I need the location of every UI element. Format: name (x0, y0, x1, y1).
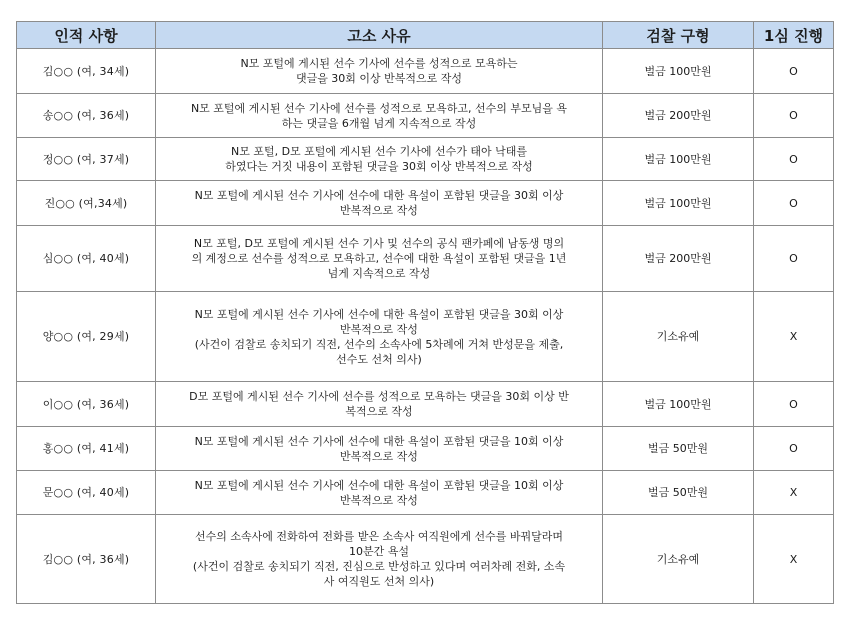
table-row (17, 181, 834, 226)
reason-cell (156, 427, 603, 471)
reason-line: 반복적으로 작성 (340, 493, 418, 507)
reason-line: 복적으로 작성 (345, 405, 413, 418)
sentence-cell: 벌금 100만원 (603, 138, 754, 181)
table-row (17, 94, 834, 138)
sentence-cell: 벌금 200만원 (603, 94, 754, 138)
sentence-cell: 기소유예 (603, 292, 754, 382)
trial-cell: O (754, 382, 834, 427)
trial-cell: O (754, 138, 834, 181)
person-cell: 양○○ (여, 29세) (17, 292, 156, 382)
reason-line: 선수도 선처 의사) (336, 352, 422, 366)
reason-line: N모 포털에 게시된 선수 기사에 선수에 대한 욕설이 포함된 댓글을 30회 이상 (194, 189, 564, 202)
sentence-cell: 벌금 100만원 (603, 49, 754, 94)
table-row (17, 226, 834, 292)
reason-line: N모 포털에 게시된 선수 기사에 선수에 대한 욕설이 포함된 댓글을 10회 이상 (194, 478, 564, 492)
reason-cell (156, 382, 603, 427)
reason-cell (156, 471, 603, 515)
reason-line: 반복적으로 작성 (340, 322, 418, 336)
reason-line: N모 포털에 게시된 선수 기사에 선수에 대한 욕설이 포함된 댓글을 30회 이상 (194, 307, 564, 321)
table-row (17, 49, 834, 94)
person-cell: 김○○ (여, 34세) (17, 49, 156, 94)
reason-line: 선수의 소속사에 전화하여 전화를 받은 소속사 여직원에게 선수를 바꿔달라며 (194, 530, 563, 543)
header-row (17, 22, 834, 49)
reason-line: 넘게 지속적으로 작성 (327, 267, 431, 280)
person-cell: 정○○ (여, 37세) (17, 138, 156, 181)
reason-cell (156, 226, 603, 292)
sentence-cell: 기소유예 (603, 515, 754, 604)
reason-line: 하는 댓글을 6개월 넘게 지속적으로 작성 (281, 116, 477, 130)
header-trial: 1심 진행 (754, 22, 834, 49)
person-cell: 진○○ (여,34세) (17, 181, 156, 226)
table-row (17, 382, 834, 427)
trial-cell: O (754, 94, 834, 138)
table-row (17, 138, 834, 181)
reason-cell (156, 181, 603, 226)
reason-line: 사 여직원도 선처 의사) (323, 575, 435, 588)
sentence-cell: 벌금 100만원 (603, 382, 754, 427)
table-row (17, 515, 834, 604)
sentence-cell: 벌금 50만원 (603, 427, 754, 471)
table-row (17, 292, 834, 382)
trial-cell: X (754, 292, 834, 382)
header-sentence: 검찰 구형 (603, 22, 754, 49)
person-cell: 송○○ (여, 36세) (17, 94, 156, 138)
person-cell: 심○○ (여, 40세) (17, 226, 156, 292)
person-cell: 김○○ (여, 36세) (17, 515, 156, 604)
trial-cell: O (754, 427, 834, 471)
table-row (17, 427, 834, 471)
reason-cell (156, 292, 603, 382)
reason-line: N모 포털에 게시된 선수 기사에 선수를 성적으로 모욕하는 (240, 57, 518, 70)
trial-cell: O (754, 226, 834, 292)
person-cell: 홍○○ (여, 41세) (17, 427, 156, 471)
reason-line: (사건이 검찰로 송치되기 직전, 진심으로 반성하고 있다며 여러차례 전화, 소속 (192, 560, 566, 573)
sentence-cell: 벌금 100만원 (603, 181, 754, 226)
case-table (16, 21, 834, 604)
reason-cell (156, 49, 603, 94)
reason-line: (사건이 검찰로 송치되기 직전, 선수의 소속사에 5차례에 거쳐 반성문을 제출, (194, 337, 564, 351)
trial-cell: O (754, 49, 834, 94)
reason-line: 반복적으로 작성 (340, 204, 418, 217)
reason-cell (156, 138, 603, 181)
reason-line: D모 포털에 게시된 선수 기사에 선수를 성적으로 모욕하는 댓글을 30회 이상 반 (189, 390, 569, 403)
reason-cell (156, 94, 603, 138)
trial-cell: O (754, 181, 834, 226)
person-cell: 문○○ (여, 40세) (17, 471, 156, 515)
reason-line: 반복적으로 작성 (340, 449, 418, 463)
reason-line: 10분간 욕설 (349, 545, 409, 558)
person-cell: 이○○ (여, 36세) (17, 382, 156, 427)
reason-line: 하였다는 거짓 내용이 포함된 댓글을 30회 이상 반복적으로 작성 (225, 160, 533, 173)
sentence-cell: 벌금 200만원 (603, 226, 754, 292)
sentence-cell: 벌금 50만원 (603, 471, 754, 515)
header-reason: 고소 사유 (156, 22, 603, 49)
reason-line: N모 포털에 게시된 선수 기사에 선수를 성적으로 모욕하고, 선수의 부모님을 욕 (190, 101, 568, 115)
table-row (17, 471, 834, 515)
reason-line: 의 계정으로 선수를 성적으로 모욕하고, 선수에 대한 욕설이 포함된 댓글을 1년 (191, 252, 567, 265)
trial-cell: X (754, 515, 834, 604)
reason-line: N모 포털, D모 포털에 게시된 선수 기사 및 선수의 공식 팬카페에 남동생 명의 (193, 237, 565, 250)
reason-line: 댓글을 30회 이상 반복적으로 작성 (295, 72, 463, 85)
reason-line: N모 포털에 게시된 선수 기사에 선수에 대한 욕설이 포함된 댓글을 10회 이상 (194, 434, 564, 448)
reason-cell (156, 515, 603, 604)
trial-cell: X (754, 471, 834, 515)
header-person: 인적 사항 (17, 22, 156, 49)
reason-line: N모 포털, D모 포털에 게시된 선수 기사에 선수가 태아 낙태를 (230, 145, 528, 158)
